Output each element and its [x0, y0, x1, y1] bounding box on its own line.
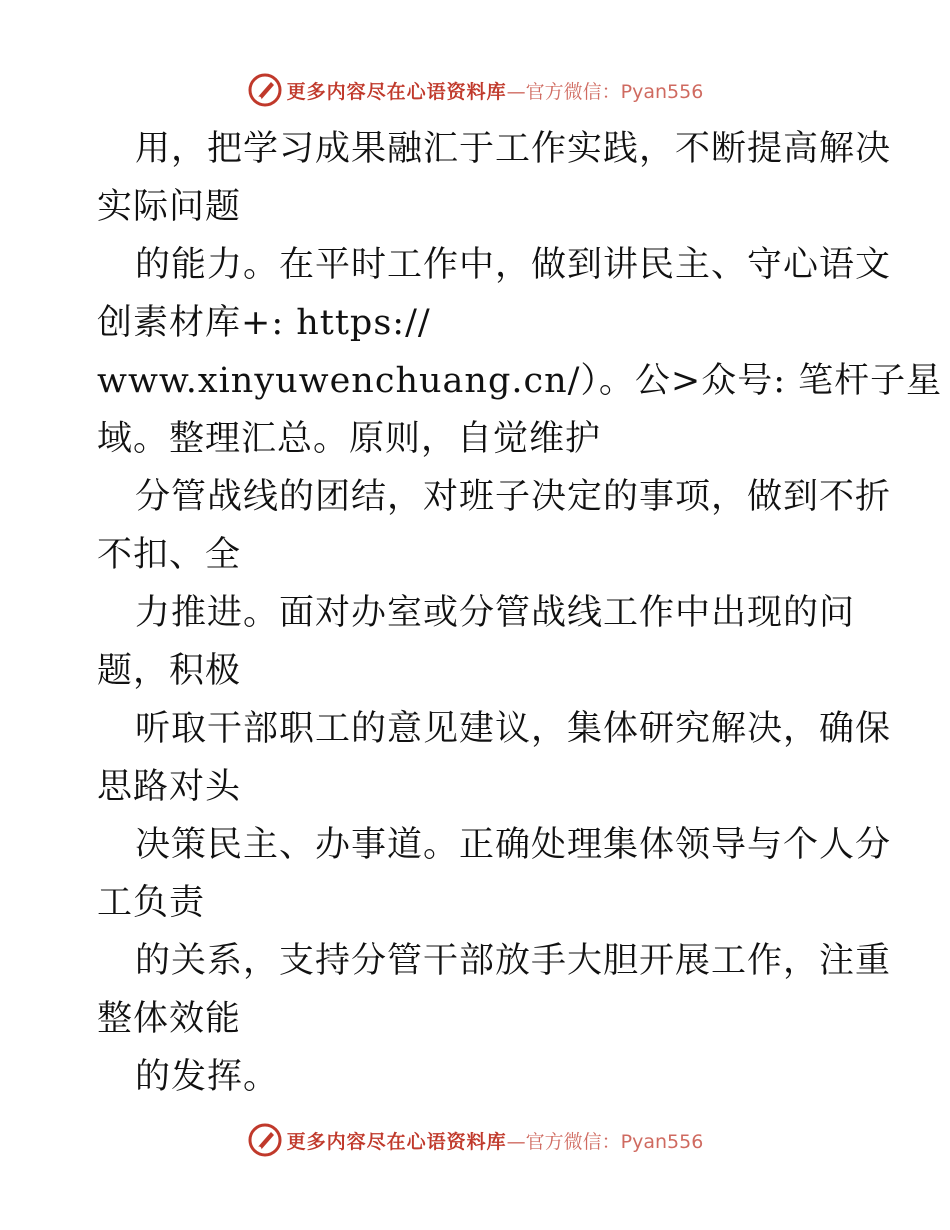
- text-line: 题，积极: [97, 651, 242, 691]
- text-line: 分管战线的团结，对班子决定的事项，做到不折: [135, 477, 892, 517]
- text-line: 不扣、全: [97, 535, 242, 575]
- text-line: 创素材库+: https://: [97, 303, 431, 343]
- watermark-brand: 更多内容尽在心语资料库: [286, 80, 507, 103]
- document-body: [97, 120, 943, 1106]
- text-line: www.xinyuwenchuang.cn/）。公>众号: 笔杆子星: [97, 361, 943, 401]
- watermark-header: [0, 70, 950, 110]
- text-line: 的关系，支持分管干部放手大胆开展工作，注重: [135, 941, 892, 981]
- text-line: 的发挥。: [135, 1057, 280, 1097]
- text-line: 实际问题: [97, 187, 242, 227]
- pen-logo-icon: [247, 1122, 283, 1158]
- watermark-wechat: —官方微信：Pyan556: [506, 1130, 704, 1153]
- watermark-footer: [0, 1120, 950, 1160]
- text-line: 域。整理汇总。原则，自觉维护: [97, 419, 602, 459]
- text-line: 听取干部职工的意见建议，集体研究解决，确保: [135, 709, 892, 749]
- watermark-wechat: —官方微信：Pyan556: [506, 80, 704, 103]
- text-line: 用，把学习成果融汇于工作实践，不断提高解决: [135, 129, 892, 169]
- text-line: 整体效能: [97, 999, 242, 1039]
- pen-logo-icon: [247, 72, 283, 108]
- text-line: 工负责: [97, 883, 206, 923]
- text-line: 力推进。面对办室或分管战线工作中出现的问: [135, 593, 856, 633]
- text-line: 思路对头: [97, 767, 242, 807]
- watermark-brand: 更多内容尽在心语资料库: [286, 1130, 507, 1153]
- text-line: 决策民主、办事道。正确处理集体领导与个人分: [135, 825, 892, 865]
- text-line: 的能力。在平时工作中，做到讲民主、守心语文: [135, 245, 892, 285]
